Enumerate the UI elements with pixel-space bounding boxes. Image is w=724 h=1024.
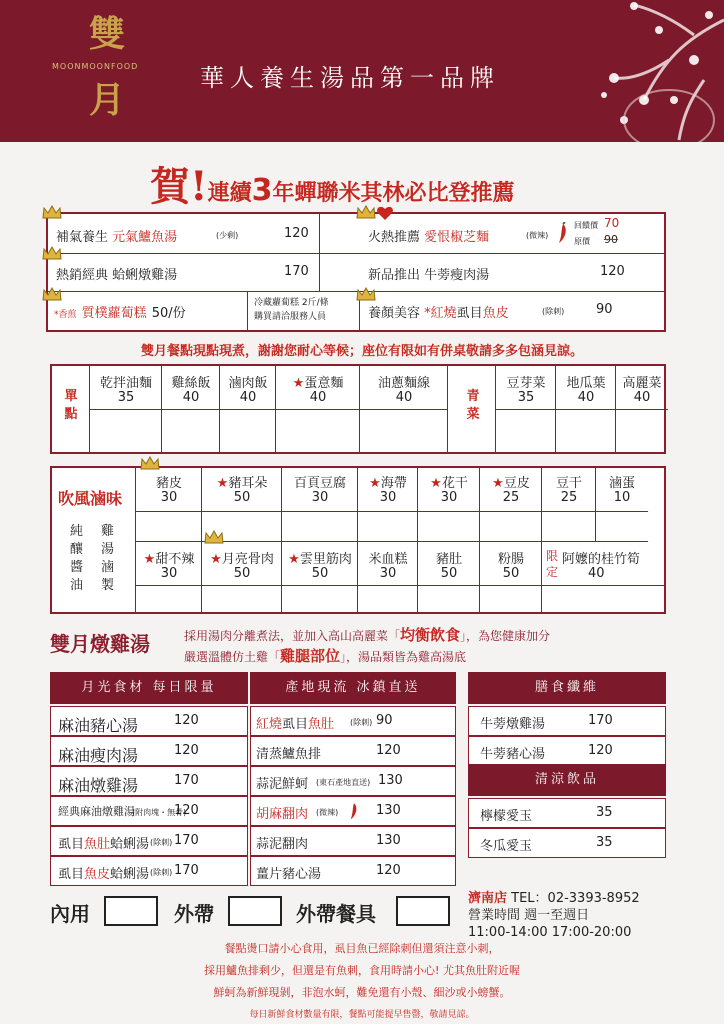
featured-label: 新品推出 (368, 268, 421, 283)
featured-label: 養顏美容 (368, 306, 421, 321)
menu-item-name: 清蒸鱸魚排 (256, 747, 322, 762)
original-price: 90 (604, 233, 618, 246)
single-items-label: 單點 (64, 389, 78, 422)
braised-items-box (50, 466, 666, 614)
limited-item-name: 阿嬤的桂竹筍 (562, 552, 641, 567)
single-item-empty-cell (162, 410, 220, 452)
braised-title: 吹風滷味 (58, 489, 123, 508)
menu-item-name: 胡麻翻肉 (256, 807, 309, 822)
crown-icon (356, 205, 376, 219)
featured-label: 火熱推薦 (368, 230, 421, 245)
braised-empty-cell (418, 512, 480, 542)
braised-empty-cell (282, 512, 358, 542)
braised-item-name: ★花干 (430, 476, 468, 491)
name-part: 蛤蜊湯 (110, 867, 150, 882)
menu-item-name: 薑片豬心湯 (256, 867, 322, 882)
drink-price: 35 (596, 805, 613, 820)
menu-item-note: (除刺) (150, 838, 173, 847)
note-line: 每日新鮮食材數量有限，餐點可能提早售罄，敬請見諒。 (249, 1010, 475, 1020)
menu-item-price: 130 (376, 833, 401, 848)
name-part: 虱目 (58, 837, 85, 852)
name-part: 蛤蜊湯 (110, 837, 150, 852)
braised-empty-cell (358, 586, 418, 612)
menu-item-note: (除刺) (150, 868, 173, 877)
vegetable-empty-cell (556, 410, 616, 452)
soup-description-1 (184, 624, 550, 645)
featured-label: 補氣養生 (56, 230, 109, 245)
name-highlight: 紅燒 (256, 717, 283, 732)
headline-part2: 年蟬聯米其林必比登推薦 (272, 181, 515, 206)
menu-item-name: 蒜泥鮮蚵 (256, 777, 309, 792)
name-highlight: 魚肚 (84, 837, 111, 852)
featured-note: (微辣) (526, 231, 549, 240)
desc-highlight: 雞腿部位 (280, 647, 341, 665)
logo-char-2: 月 (88, 79, 125, 121)
single-item-empty-cell (220, 410, 276, 452)
menu-item-note: (除刺) (350, 718, 373, 727)
featured-price: 120 (600, 264, 625, 279)
menu-item-name (58, 863, 149, 882)
name-highlight: 魚肚 (308, 717, 335, 732)
braised-item-price: 50 (233, 566, 251, 581)
single-item-empty-cell (90, 410, 162, 452)
note-line: 冷藏蘿蔔糕 2斤/條 (254, 298, 329, 308)
braised-sub-char: 滷 (101, 560, 115, 575)
headline-years: 3 (251, 173, 273, 208)
featured-r3c2 (368, 302, 509, 321)
single-item-name: 雞絲飯 (171, 376, 211, 391)
menu-item-name: 蒜泥翻肉 (256, 837, 309, 852)
braised-empty-cell (358, 512, 418, 542)
crown-icon (42, 287, 62, 301)
name-highlight: 魚皮 (84, 867, 111, 882)
single-item-price: 40 (309, 390, 327, 405)
name-part: 虱目 (282, 717, 309, 732)
braised-item-price: 50 (502, 566, 520, 581)
featured-menu-box (46, 212, 666, 332)
featured-r2c2 (368, 264, 489, 283)
braised-sub-char: 雞 (101, 524, 115, 539)
braised-item-price: 30 (440, 490, 458, 505)
menu-item-price: 120 (174, 713, 199, 728)
single-item-empty-cell (360, 410, 448, 452)
desc-text: 」，為您健康加分 (460, 629, 551, 643)
menu-item-name: 麻油燉雞湯 (58, 776, 139, 795)
menu-item-name: 經典麻油燉雞湯 (58, 805, 135, 818)
store-name: 濟南店 (468, 891, 508, 906)
note-line: 鮮蚵為新鮮現剝，非泡水蚵，難免還有小殼、細沙或小螃蟹。 (213, 986, 511, 999)
drink-name: 檸檬愛玉 (480, 809, 533, 824)
headline-part1: 連續 (207, 181, 252, 206)
vegetable-name: 豆芽菜 (506, 376, 546, 391)
menu-item-price: 130 (376, 803, 401, 818)
col2-header: 產地現流 冰鎮直送 (250, 672, 456, 704)
braised-item-price: 30 (379, 566, 397, 581)
single-item-price: 40 (182, 390, 200, 405)
braised-sub-char: 製 (101, 578, 115, 593)
menu-item-price: 120 (174, 743, 199, 758)
menu-item-price: 120 (376, 743, 401, 758)
store-info (468, 890, 640, 941)
menu-item-price: 170 (174, 773, 199, 788)
store-phone: TEL：02-3393-8952 (511, 891, 640, 906)
braised-item-price: 50 (440, 566, 458, 581)
vegetable-price: 40 (577, 390, 595, 405)
single-item-name: 滷肉飯 (228, 376, 268, 391)
logo-english: MOONMOONFOOD (52, 62, 139, 71)
braised-item-price: 30 (160, 566, 178, 581)
single-item-name: ★蛋意麵 (292, 376, 344, 391)
soup-section-title: 雙月燉雞湯 (50, 632, 150, 656)
open-hours: 11:00-14:00 17:00-20:00 (468, 925, 632, 940)
braised-empty-cell (596, 512, 648, 542)
single-item-price: 40 (395, 390, 413, 405)
menu-item-name: 麻油瘦肉湯 (58, 746, 139, 765)
hours-label: 營業時間 (468, 908, 521, 923)
menu-item-name: 麻油豬心湯 (58, 716, 139, 735)
braised-item-price: 50 (233, 490, 251, 505)
braised-empty-cell (136, 512, 202, 542)
vegetable-empty-cell (616, 410, 668, 452)
chili-icon (348, 801, 360, 821)
desc-text: 」，湯品類皆為雞高湯底 (340, 650, 467, 664)
braised-empty-cell (202, 586, 282, 612)
braised-empty-cell (480, 512, 542, 542)
cooking-notice: 雙月餐點現點現煮，謝謝您耐心等候；座位有限如有併桌敬請多多包涵見諒。 (140, 344, 583, 359)
featured-item-name: 虱目 (456, 306, 483, 321)
braised-sub-char: 油 (70, 578, 84, 593)
braised-item-name: ★甜不辣 (143, 552, 195, 567)
braised-item-name: ★海帶 (369, 476, 407, 491)
braised-item-name: ★豬耳朵 (216, 476, 268, 491)
logo-char-1: 雙 (88, 13, 125, 55)
featured-note: (少剩) (216, 231, 239, 240)
crown-icon (42, 205, 62, 219)
braised-item-price: 30 (160, 490, 178, 505)
vegetable-name: 地瓜葉 (566, 376, 606, 391)
drink-name: 冬瓜愛玉 (480, 839, 533, 854)
featured-r1c1 (56, 226, 177, 245)
desc-text: 採用湯肉分離煮法，並加入高山高麗菜「 (184, 629, 401, 643)
vegetable-price: 35 (517, 390, 535, 405)
braised-item-name: 豆干 (555, 476, 582, 491)
menu-item-price: 120 (174, 803, 199, 818)
menu-item-name: 牛蒡豬心湯 (480, 747, 546, 762)
braised-sub-char: 醬 (70, 560, 84, 575)
menu-item-price: 120 (588, 743, 613, 758)
open-days: 週一至週日 (524, 908, 590, 923)
menu-item-price: 120 (376, 863, 401, 878)
name-part: 虱目 (58, 867, 85, 882)
featured-r3c1 (54, 302, 186, 321)
promo-price-label: 回饋價 (574, 221, 598, 230)
radish-cake-takeaway-note (254, 296, 329, 324)
note-line: 餐點燙口請小心食用，虱目魚已經除刺但還須注意小刺， (224, 942, 500, 955)
braised-item-name: ★豆皮 (492, 476, 530, 491)
braised-empty-cell (282, 586, 358, 612)
header-banner (0, 0, 724, 142)
braised-empty-cell (418, 586, 480, 612)
single-item-name: 油蔥麵線 (377, 376, 430, 391)
plum-blossom-illustration (494, 0, 724, 142)
crown-icon (356, 287, 376, 301)
takeout-checkbox[interactable] (228, 896, 282, 926)
featured-price: 170 (284, 264, 309, 279)
featured-item-name: 質樸蘿蔔糕 (81, 306, 147, 321)
takeout-label: 外帶 (174, 902, 214, 926)
featured-r2c1 (56, 264, 177, 283)
featured-price: 120 (284, 226, 309, 241)
note-line: 採用鱸魚排剩少，但還是有魚刺，食用時請小心! 尤其魚肚附近喔 (204, 964, 520, 977)
braised-empty-cell (542, 586, 664, 612)
single-item-price: 40 (239, 390, 257, 405)
featured-item-name: 蛤蜊燉雞湯 (112, 268, 178, 283)
menu-item-name: 牛蒡燉雞湯 (480, 717, 546, 732)
featured-star-label: *紅燒 (424, 306, 457, 321)
col3-header: 膳食纖維 (468, 672, 666, 704)
limited-label: 限定 (546, 549, 559, 579)
braised-item-price: 50 (311, 566, 329, 581)
featured-price: 50/份 (151, 306, 186, 321)
braised-sub-char: 湯 (101, 542, 115, 557)
michelin-headline (150, 155, 514, 212)
featured-note: (除刺) (542, 307, 565, 316)
featured-price: 90 (596, 302, 613, 317)
braised-subtitle (70, 520, 120, 592)
dine-in-checkbox[interactable] (104, 896, 158, 926)
braised-item-name: 米血糕 (368, 552, 408, 567)
promo-price: 70 (604, 216, 620, 230)
vegetable-price: 40 (633, 390, 651, 405)
utensils-checkbox[interactable] (396, 896, 450, 926)
menu-item-name (256, 713, 334, 732)
slogan: 華人養生湯品第一品牌 (200, 64, 500, 92)
menu-item-price: 90 (376, 713, 393, 728)
single-item-name: 乾拌油麵 (99, 376, 152, 391)
soup-description-2 (184, 645, 466, 666)
braised-item-price: 10 (613, 490, 631, 505)
note-line: 購買請洽服務人員 (254, 312, 327, 322)
braised-empty-cell (480, 586, 542, 612)
vegetable-label: 青菜 (466, 389, 480, 422)
single-item-empty-cell (276, 410, 360, 452)
braised-item-name: 滷蛋 (608, 476, 635, 491)
original-price-label: 原價 (574, 237, 590, 246)
braised-item-price: 30 (379, 490, 397, 505)
menu-item-name (58, 833, 149, 852)
limited-item-price: 40 (588, 566, 605, 581)
menu-item-note: (附肉塊・無骨) (132, 808, 187, 817)
single-item-price: 35 (117, 390, 135, 405)
drinks-header: 清涼飲品 (468, 764, 666, 796)
menu-item-note: (微辣) (316, 808, 339, 817)
featured-item-name: 元氣鱸魚湯 (112, 230, 178, 245)
menu-item-price: 170 (588, 713, 613, 728)
braised-item-name: 豬皮 (155, 476, 182, 491)
featured-item-name: 愛恨椒芝麵 (424, 230, 490, 245)
featured-label: 熱銷經典 (56, 268, 109, 283)
braised-item-name: 豬肚 (435, 552, 462, 567)
crown-icon (140, 456, 160, 470)
vegetable-empty-cell (496, 410, 556, 452)
braised-item-name: ★雲里筋肉 (288, 552, 352, 567)
desc-highlight: 均衡飲食 (400, 626, 461, 644)
braised-item-price: 25 (560, 490, 578, 505)
braised-empty-cell (136, 586, 202, 612)
drink-price: 35 (596, 835, 613, 850)
featured-star-note: *香煎 (54, 310, 77, 320)
menu-item-price: 130 (378, 773, 403, 788)
heart-icon (376, 204, 394, 222)
dine-in-label: 內用 (50, 902, 90, 926)
braised-empty-cell (542, 512, 596, 542)
headline-congrats: 賀! (150, 163, 208, 210)
vegetable-name: 高麗菜 (622, 376, 662, 391)
utensils-label: 外帶餐具 (296, 902, 376, 926)
braised-item-price: 30 (311, 490, 329, 505)
braised-item-name: 粉腸 (497, 552, 524, 567)
crown-icon (42, 246, 62, 260)
menu-item-note: (東石產地直送) (316, 778, 371, 787)
chili-icon (556, 222, 570, 244)
desc-text: 嚴選溫體仿土雞「 (184, 650, 281, 664)
braised-item-price: 25 (502, 490, 520, 505)
featured-item-name: 牛蒡瘦肉湯 (424, 268, 490, 283)
bottom-notes (0, 938, 724, 1024)
col1-header: 月光食材 每日限量 (50, 672, 248, 704)
menu-item-price: 170 (174, 863, 199, 878)
braised-item-name: 百頁豆腐 (293, 476, 346, 491)
featured-item-highlight: 魚皮 (482, 306, 509, 321)
single-items-box (50, 364, 666, 454)
braised-sub-char: 釀 (70, 542, 84, 557)
featured-r1c2 (368, 226, 489, 245)
menu-item-price: 170 (174, 833, 199, 848)
braised-sub-char: 純 (70, 524, 84, 539)
crown-icon (204, 530, 224, 544)
braised-item-name: ★月亮骨肉 (210, 552, 274, 567)
